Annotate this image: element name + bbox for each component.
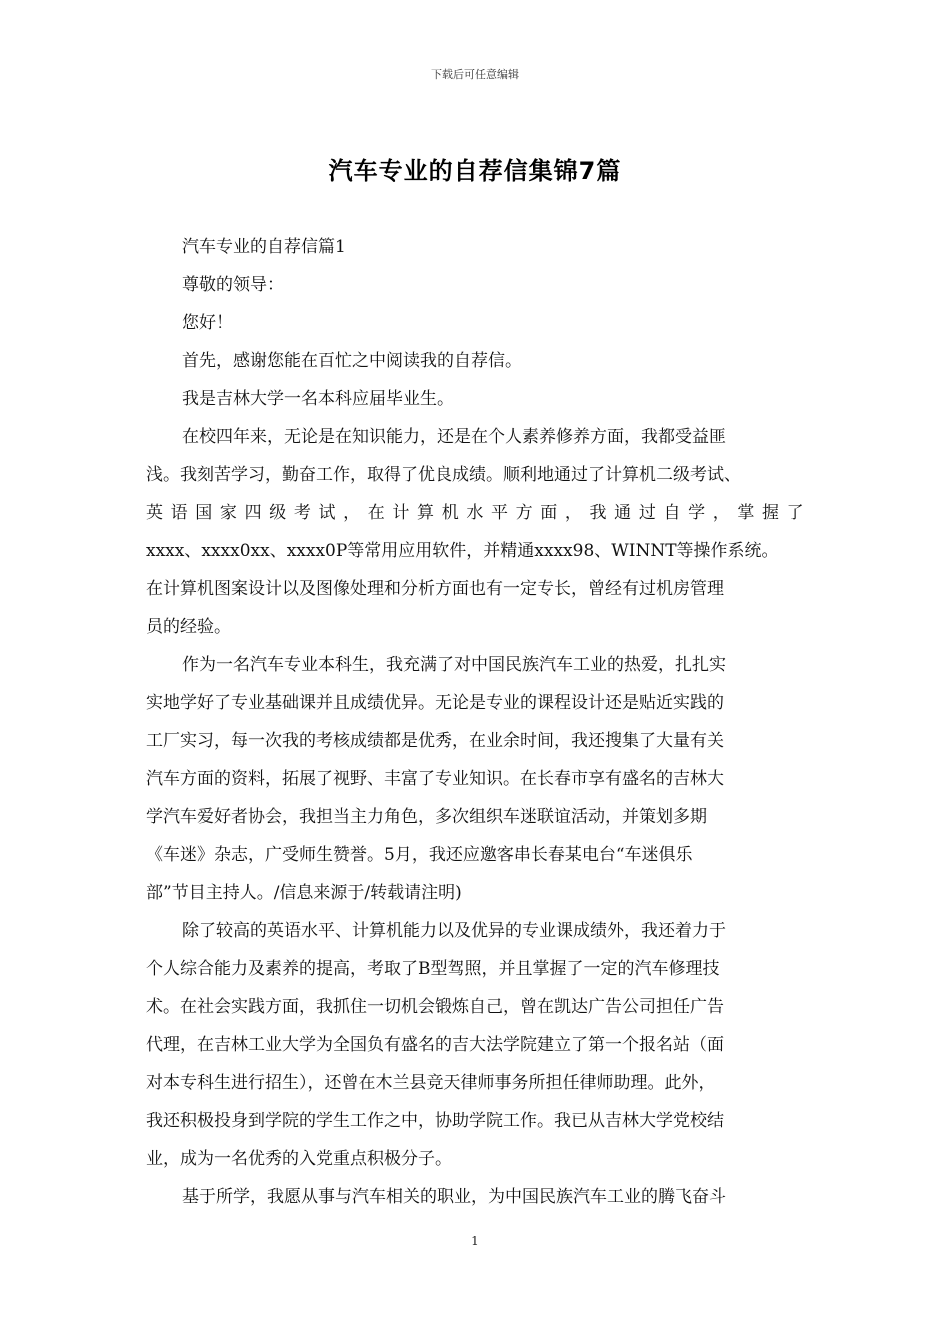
- char: 通: [614, 503, 632, 523]
- header-note: 下载后可任意编辑: [431, 68, 519, 81]
- greeting: 您好！: [182, 313, 233, 333]
- text-line: 作为一名汽车专业本科生，我充满了对中国民族汽车工业的热爱，扎扎实: [182, 655, 726, 675]
- char: 机: [441, 503, 459, 523]
- text-line: 汽车方面的资料，拓展了视野、丰富了专业知识。在长春市享有盛名的吉林大: [146, 769, 724, 789]
- char: 级: [269, 503, 287, 523]
- text-line: 首先，感谢您能在百忙之中阅读我的自荐信。: [182, 351, 522, 371]
- char: 握: [762, 503, 780, 523]
- char: 算: [417, 503, 435, 523]
- char: 我: [589, 503, 607, 523]
- document-body: [146, 228, 804, 1216]
- text-line: 学汽车爱好者协会，我担当主力角色，多次组织车迷联谊活动，并策划多期: [146, 807, 707, 827]
- text-line: 在校四年来，无论是在知识能力，还是在个人素养修养方面，我都受益匪: [182, 427, 726, 447]
- text-line: 员的经验。: [146, 617, 231, 637]
- text-line: 我是吉林大学一名本科应届毕业生。: [182, 389, 454, 409]
- text-line: 基于所学，我愿从事与汽车相关的职业，为中国民族汽车工业的腾飞奋斗: [182, 1187, 726, 1207]
- text-line-justified: [146, 494, 804, 532]
- char: 国: [195, 503, 213, 523]
- char: 了: [786, 503, 804, 523]
- char: 学: [688, 503, 706, 523]
- char: ，: [712, 503, 730, 523]
- char: 四: [244, 503, 262, 523]
- char: ，: [343, 503, 361, 523]
- char: 方: [515, 503, 533, 523]
- text-line: 业，成为一名优秀的入党重点积极分子。: [146, 1149, 452, 1169]
- page-number: 1: [471, 1234, 479, 1248]
- char: 语: [170, 503, 188, 523]
- char: 掌: [737, 503, 755, 523]
- text-line: 个人综合能力及素养的提高，考取了B型驾照，并且掌握了一定的汽车修理技: [146, 959, 720, 979]
- text-line: 工厂实习，每一次我的考核成绩都是优秀，在业余时间，我还搜集了大量有关: [146, 731, 724, 751]
- salutation: 尊敬的领导：: [182, 275, 284, 295]
- document-title: 汽车专业的自荐信集锦7篇: [328, 157, 622, 185]
- text-line: 除了较高的英语水平、计算机能力以及优异的专业课成绩外，我还着力于: [182, 921, 726, 941]
- char: 考: [293, 503, 311, 523]
- text-line: 部”节目主持人。/信息来源于/转载请注明): [146, 883, 462, 903]
- section-heading: 汽车专业的自荐信篇1: [182, 237, 346, 257]
- text-line: 实地学好了专业基础课并且成绩优异。无论是专业的课程设计还是贴近实践的: [146, 693, 724, 713]
- char: 平: [490, 503, 508, 523]
- char: 水: [466, 503, 484, 523]
- char: 试: [318, 503, 336, 523]
- text-line: 代理，在吉林工业大学为全国负有盛名的吉大法学院建立了第一个报名站（面: [146, 1035, 724, 1055]
- char: 英: [146, 503, 163, 523]
- text-line: 《车迷》杂志，广受师生赞誉。5月，我还应邀客串长春某电台“车迷俱乐: [146, 845, 693, 865]
- text-line: xxxx、xxxx0xx、xxxx0P等常用应用软件，并精通xxxx98、WINNT等操作系统。: [146, 541, 779, 561]
- char: 计: [392, 503, 410, 523]
- text-line: 对本专科生进行招生），还曾在木兰县竞天律师事务所担任律师助理。此外，: [146, 1073, 716, 1093]
- char: 面: [540, 503, 558, 523]
- char: ，: [564, 503, 582, 523]
- char: 自: [663, 503, 681, 523]
- char: 在: [367, 503, 385, 523]
- text-line: 在计算机图案设计以及图像处理和分析方面也有一定专长，曾经有过机房管理: [146, 579, 724, 599]
- text-line: 术。在社会实践方面，我抓住一切机会锻炼自己，曾在凯达广告公司担任广告: [146, 997, 724, 1017]
- char: 过: [638, 503, 656, 523]
- char: 家: [219, 503, 237, 523]
- text-line: 我还积极投身到学院的学生工作之中，协助学院工作。我已从吉林大学党校结: [146, 1111, 724, 1131]
- text-line: 浅。我刻苦学习，勤奋工作，取得了优良成绩。顺利地通过了计算机二级考试、: [146, 465, 741, 485]
